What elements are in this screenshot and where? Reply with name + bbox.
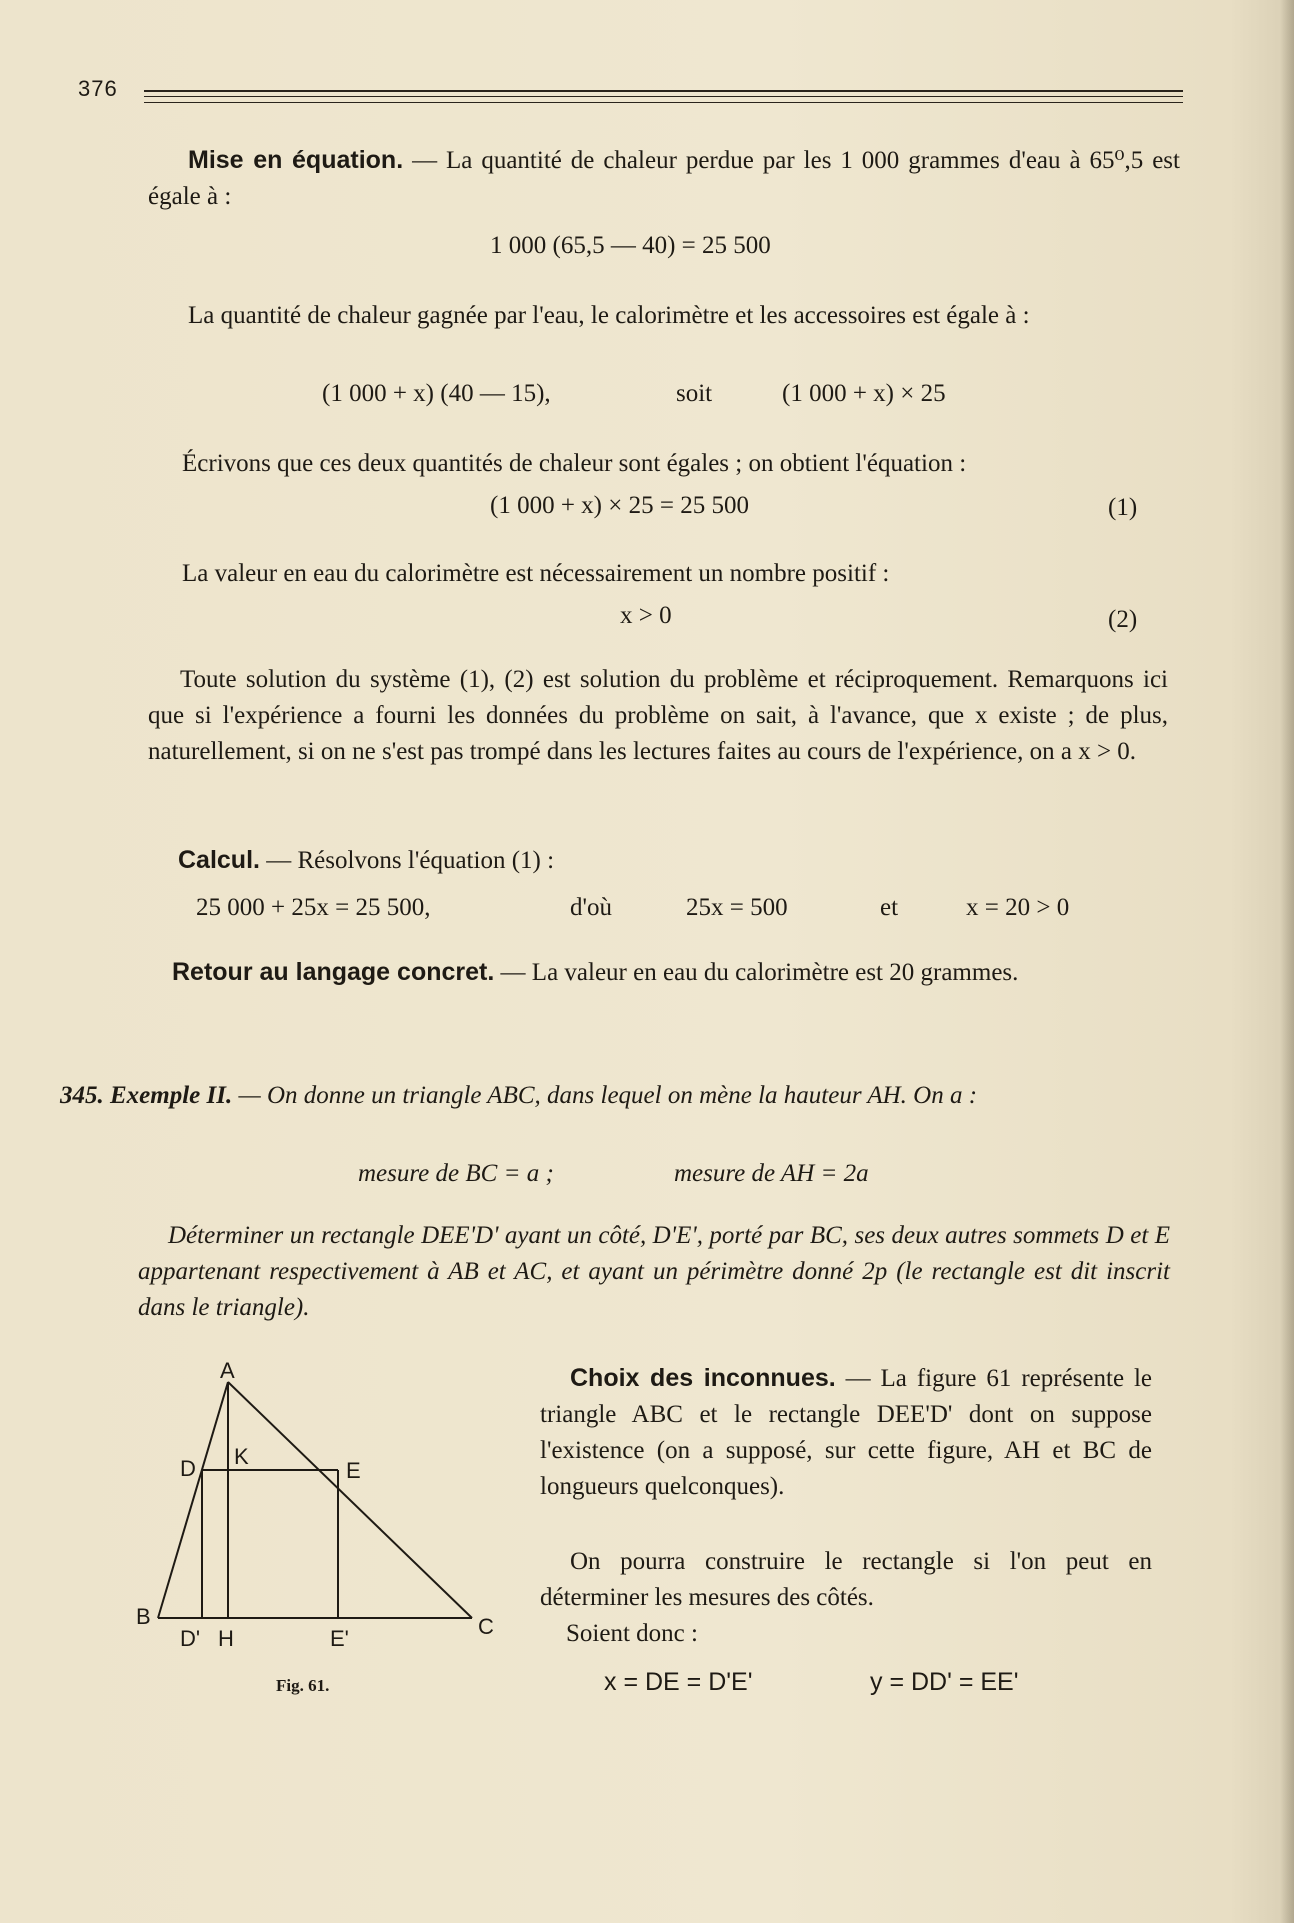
paragraph-text: — La quantité de chaleur perdue par les 1 000 grammes d'eau à 65⁰,5 est égale à :	[148, 147, 1180, 210]
choix-paragraph	[540, 1360, 1152, 1505]
label-e: E	[346, 1458, 361, 1483]
construction-paragraph: On pourra construire le rectangle si l'on peut en déterminer les mesures des côtés.	[540, 1548, 1152, 1611]
label-e-prime: E'	[330, 1626, 349, 1651]
header-rule	[144, 96, 1183, 97]
label-b: B	[136, 1604, 151, 1629]
page-number: 376	[78, 76, 118, 101]
equation-heat-gained: (1 000 + x) (40 — 15),	[322, 380, 551, 407]
equation-number: (2)	[1108, 606, 1138, 633]
definition-y: y = DD' = EE'	[870, 1668, 1019, 1696]
calcul-result: x = 20 > 0	[966, 894, 1070, 921]
equation-heat-lost: 1 000 (65,5 — 40) = 25 500	[490, 232, 771, 259]
calcul-connector: et	[880, 894, 899, 921]
label-k: K	[234, 1444, 249, 1469]
label-c: C	[478, 1614, 494, 1639]
equation-2: x > 0	[620, 602, 672, 629]
calcul-equation: 25 000 + 25x = 25 500,	[196, 894, 431, 921]
equation-1: (1 000 + x) × 25 = 25 500	[490, 492, 749, 519]
positive-value-paragraph: La valeur en eau du calorimètre est nécessairement un nombre positif :	[182, 560, 890, 587]
page-edge-shadow	[1280, 0, 1294, 1923]
system-solution-paragraph: Toute solution du système (1), (2) est solution du problème et réciproquement. Remarquons ici que si l'expérience a fourni les données du problème on sait, à l'avance, que x existe ; de plus, naturellement, si on ne s'est pas trompé dans les lectures faites au cours de l'expérience, on a x > 0.	[148, 666, 1168, 765]
equation-heat-gained-simplified: (1 000 + x) × 25	[782, 380, 946, 407]
equation-number: (1)	[1108, 494, 1138, 521]
equation-connector: soit	[676, 380, 713, 407]
paragraph-text: — On donne un triangle ABC, dans lequel on mène la hauteur AH. On a :	[232, 1082, 978, 1109]
example-number: 345. Exemple II.	[60, 1082, 233, 1109]
measure-bc: mesure de BC = a ;	[358, 1160, 554, 1187]
label-d: D	[180, 1456, 196, 1481]
problem-statement: Déterminer un rectangle DEE'D' ayant un côté, D'E', porté par BC, ses deux autres sommets D et E appartenant respectivement à AB et AC, et ayant un périmètre donné 2p (le rectangle est dit inscrit dans le triangle).	[138, 1222, 1170, 1321]
soient-donc-line: Soient donc :	[566, 1620, 698, 1647]
paragraph-text: — La valeur en eau du calorimètre est 20 grammes.	[494, 959, 1019, 986]
calcul-paragraph	[178, 842, 1178, 879]
retour-paragraph	[144, 954, 1164, 991]
paragraph-text: — Résolvons l'équation (1) :	[259, 847, 555, 874]
page-header	[78, 72, 1183, 112]
mise-en-equation-paragraph	[148, 142, 1180, 215]
paragraph-text: — La figure 61 représente le triangle ABC et le rectangle DEE'D' dont on suppose l'existence (on a supposé, sur cette figure, AH et BC de longueurs quelconques).	[540, 1365, 1152, 1500]
heat-gained-paragraph: La quantité de chaleur gagnée par l'eau, le calorimètre et les accessoires est égale à :	[188, 302, 1030, 329]
calcul-connector: d'où	[570, 894, 613, 921]
calcul-equation: 25x = 500	[686, 894, 788, 921]
measure-ah: mesure de AH = 2a	[674, 1160, 869, 1187]
label-a: A	[220, 1362, 235, 1383]
example-345-paragraph	[60, 1078, 1170, 1114]
equality-paragraph: Écrivons que ces deux quantités de chaleur sont égales ; on obtient l'équation :	[182, 450, 967, 477]
section-title: Calcul.	[178, 846, 260, 874]
header-rule	[144, 102, 1183, 103]
section-title: Choix des inconnues.	[570, 1364, 836, 1392]
section-title: Retour au langage concret.	[172, 958, 495, 986]
header-rule	[144, 90, 1183, 92]
figure-caption: Fig. 61.	[276, 1676, 330, 1695]
figure-61-triangle-diagram	[130, 1362, 510, 1662]
definition-x: x = DE = D'E'	[604, 1668, 753, 1696]
label-d-prime: D'	[180, 1626, 201, 1651]
label-h: H	[218, 1626, 234, 1651]
side-ac	[228, 1382, 472, 1618]
side-ab	[158, 1382, 228, 1618]
section-title: Mise en équation.	[188, 146, 404, 174]
